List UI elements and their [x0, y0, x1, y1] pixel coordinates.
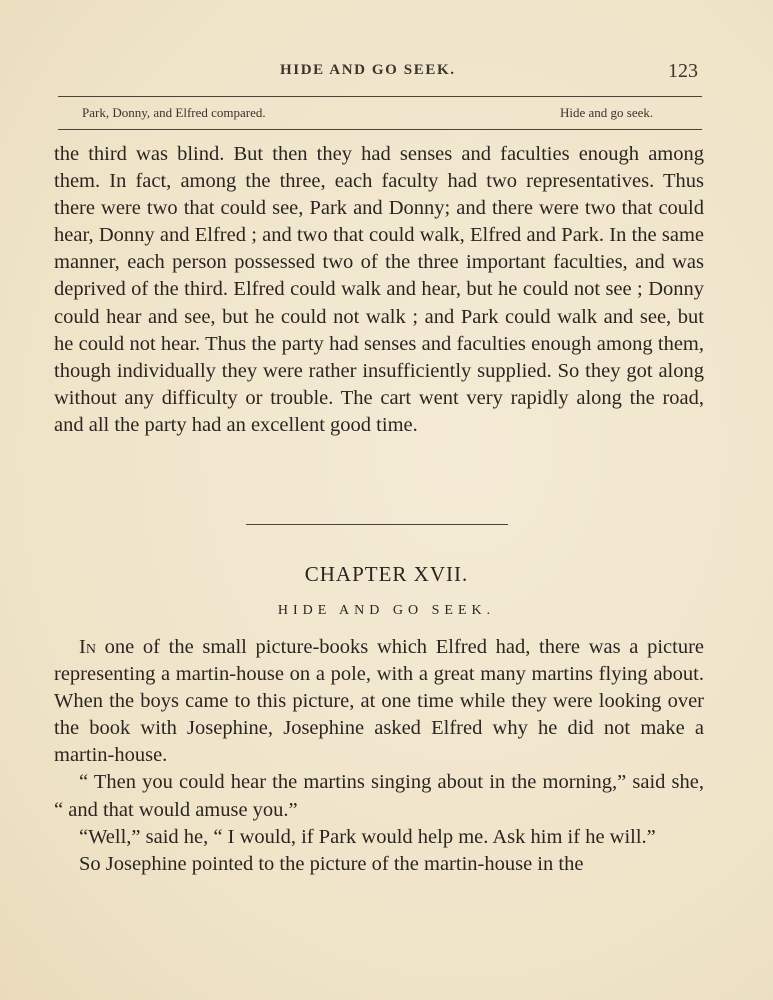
paragraph: the third was blind. But then they had senses and faculties enough among them. In fact, among the three, each faculty had two representatives. Thus there were two that could see, Park and Donny; and there were two that could hear, Donny and Elfred ; and two that could walk, Elfred and Park. In the same manner, each person possessed two of the three important faculties, and was deprived of the third. Elfred could walk and hear, but he could not see ; Donny could hear and see, but he could not walk ; and Park could walk and see, but he could not hear. Thus the party had senses and faculties enough among them, though individually they were rather insufficiently supplied. So they got along without any difficulty or trouble. The cart went very rapidly along the road, and all the party had an excellent good time.: [54, 143, 704, 436]
chapter-body: [54, 634, 704, 878]
chapter-subtitle: HIDE AND GO SEEK.: [277, 603, 496, 618]
paragraph: “ Then you could hear the martins singing about in the morning,” said she, “ and that would amuse you.”: [54, 771, 704, 821]
opening-word: In: [79, 636, 96, 658]
paragraph: “Well,” said he, “ I would, if Park would help me. Ask him if he will.”: [79, 825, 656, 848]
chapter-opening-paragraph: [54, 634, 704, 769]
paragraph: So Josephine pointed to the picture of the martin-house in the: [79, 852, 584, 875]
header-rule-top: [58, 96, 702, 97]
running-title: HIDE AND GO SEEK.: [280, 62, 456, 78]
body-text-continued: [54, 141, 704, 439]
side-note-left: Park, Donny, and Elfred compared.: [82, 105, 266, 120]
side-note-right: Hide and go seek.: [560, 105, 654, 120]
running-head: [0, 60, 773, 84]
header-rule-bottom: [58, 129, 702, 130]
opening-paragraph-text: one of the small picture-books which Elfred had, there was a picture representing a martin-house on a pole, with a great many martins flying about. When the boys came to this picture, at one time while they were looking over the book with Josephine, Josephine asked Elfred why he did not make a martin-house.: [54, 636, 704, 767]
chapter-divider: [246, 524, 508, 525]
chapter-title: CHAPTER XVII.: [304, 562, 469, 586]
page-number: 123: [668, 60, 698, 82]
